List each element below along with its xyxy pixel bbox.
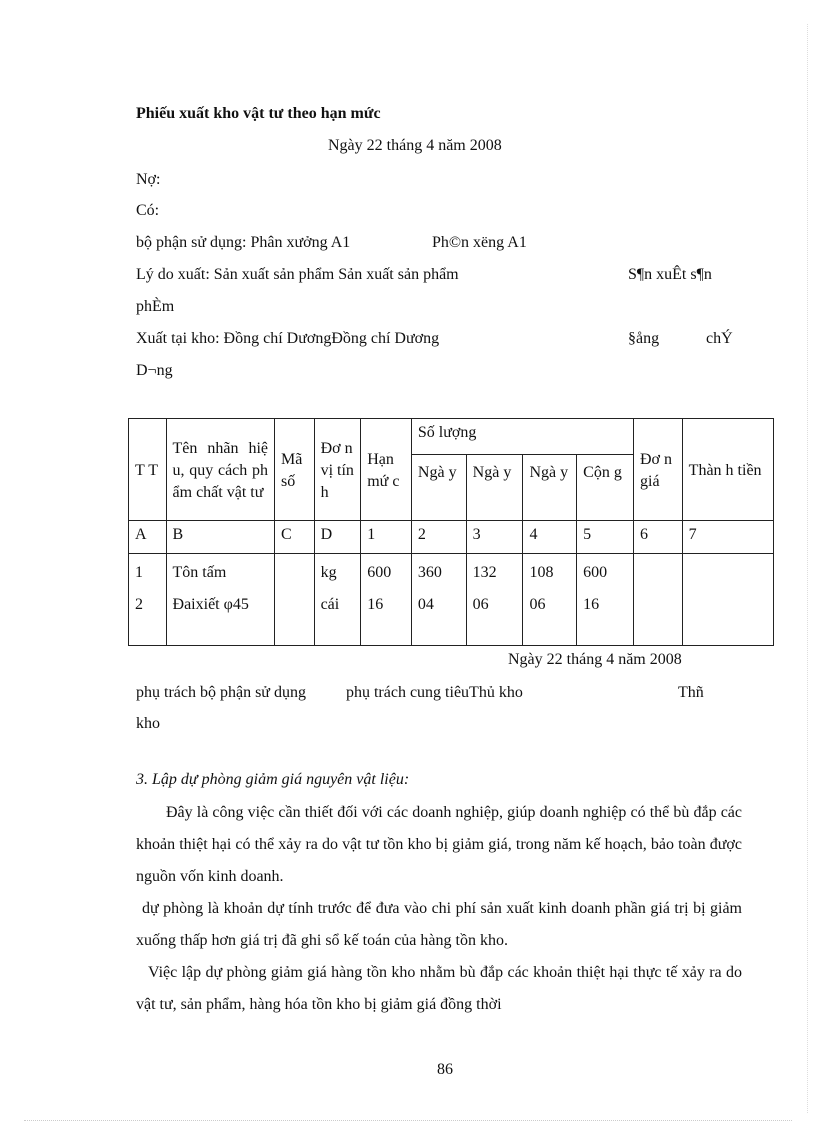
- header-day-2: Ngà y: [466, 455, 523, 521]
- cell-day-2: 132: [472, 564, 497, 581]
- header-quantity: Số lượng: [411, 419, 633, 455]
- cell-limit: 600: [367, 564, 392, 581]
- reason-line: Lý do xuất: Sản xuất sản phẩm Sản xuất sản phẩm: [136, 266, 459, 283]
- reason-garbled-2: phÈm: [136, 298, 175, 315]
- header-name: Tên nhãn hiệu, quy cách phẩm chất vật tư: [166, 419, 275, 521]
- cell-day-3: 108: [529, 564, 554, 581]
- warehouse-garbled-3: D¬ng: [136, 362, 173, 379]
- cell-day-1: 04: [417, 596, 434, 613]
- index-row: [129, 521, 774, 554]
- index-cell: 2: [411, 521, 466, 554]
- index-cell: 4: [523, 521, 577, 554]
- index-cell: D: [314, 521, 361, 554]
- header-amount: Thàn h tiền: [682, 419, 773, 521]
- header-day-1: Ngà y: [411, 455, 466, 521]
- index-cell: C: [275, 521, 315, 554]
- page-border-bottom: [24, 1120, 792, 1121]
- header-unit: Đơ n vị tính: [314, 419, 361, 521]
- cell-unit: cái: [320, 596, 340, 613]
- header-tt: T T: [129, 419, 167, 521]
- header-price: Đơ n giá: [634, 419, 683, 521]
- cell-unit: kg: [320, 564, 337, 581]
- cell-day-3: 06: [529, 596, 546, 613]
- paragraph-3: Việc lập dự phòng giảm giá hàng tồn kho nhằm bù đắp các khoản thiệt hại thực tế xảy ra do vật tư, sản phẩm, hàng hóa tồn kho bị giảm giá đồng thời: [136, 964, 742, 1013]
- cell-limit: 16: [367, 596, 384, 613]
- header-limit: Hạn mứ c: [361, 419, 412, 521]
- cell-day-1: 360: [417, 564, 442, 581]
- material-issue-table: [128, 418, 774, 646]
- department-garbled: Ph©n xëng A1: [432, 234, 527, 251]
- reason-garbled-1: S¶n xuÊt s¶n: [628, 266, 712, 283]
- header-code: Mã số: [275, 419, 315, 521]
- department-line: bộ phận sử dụng: Phân xưởng A1: [136, 234, 351, 251]
- signature-garbled: Thñ: [678, 684, 704, 701]
- paragraph-1: Đây là công việc cần thiết đối với các doanh nghiệp, giúp doanh nghiệp có thể bù đắp các khoản thiệt hại có thể xảy ra do vật tư tồn kho bị giảm giá, trong năm kế hoạch, bảo toàn được nguồn vốn kinh doanh.: [136, 804, 742, 885]
- cell-tt: 1: [135, 564, 143, 581]
- cell-name: Đaixiết φ45: [172, 596, 249, 613]
- index-cell: 3: [466, 521, 523, 554]
- index-cell: B: [166, 521, 275, 554]
- index-cell: 6: [634, 521, 683, 554]
- index-cell: 7: [682, 521, 773, 554]
- warehouse-garbled-1: §ång: [628, 330, 660, 347]
- section-heading: 3. Lập dự phòng giảm giá nguyên vật liệu:: [136, 771, 410, 788]
- cell-name: Tôn tấm: [172, 564, 227, 581]
- page-number: 86: [437, 1061, 453, 1078]
- header-total: Cộn g: [577, 455, 634, 521]
- credit-label: Có:: [136, 202, 160, 219]
- table-row: [129, 554, 774, 646]
- signature-kho: kho: [136, 715, 160, 732]
- index-cell: 1: [361, 521, 412, 554]
- warehouse-garbled-2: chÝ: [706, 330, 733, 347]
- cell-day-2: 06: [472, 596, 489, 613]
- index-cell: A: [129, 521, 167, 554]
- document-title: Phiếu xuất kho vật tư theo hạn mức: [136, 105, 381, 122]
- debit-label: Nợ:: [136, 171, 161, 188]
- paragraph-2: dự phòng là khoản dự tính trước để đưa vào chi phí sản xuất kinh doanh phần giá trị bị giảm xuống thấp hơn giá trị đã ghi sổ kế toán của hàng tồn kho.: [136, 900, 742, 949]
- header-day-3: Ngà y: [523, 455, 577, 521]
- cell-tt: 2: [135, 596, 143, 613]
- signature-roles: phụ trách bộ phận sử dụng phụ trách cung tiêuThủ kho: [136, 684, 523, 701]
- page-border-right: [807, 24, 808, 1113]
- document-date: Ngày 22 tháng 4 năm 2008: [328, 137, 502, 154]
- signature-date: Ngày 22 tháng 4 năm 2008: [508, 651, 682, 668]
- cell-total: 16: [583, 596, 600, 613]
- cell-total: 600: [583, 564, 608, 581]
- warehouse-line: Xuất tại kho: Đồng chí DươngĐồng chí Dương: [136, 330, 440, 347]
- index-cell: 5: [577, 521, 634, 554]
